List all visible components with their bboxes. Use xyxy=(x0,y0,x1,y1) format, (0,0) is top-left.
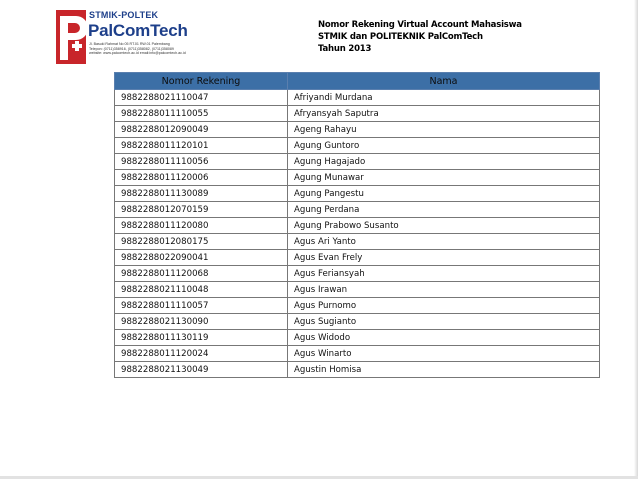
table-row xyxy=(115,330,600,346)
logo-name: PalComTech xyxy=(88,21,188,40)
table-row xyxy=(115,346,600,362)
table-row xyxy=(115,186,600,202)
account-number-cell: 9882288011120068 xyxy=(115,266,288,282)
account-number-cell: 9882288011110057 xyxy=(115,298,288,314)
table-row xyxy=(115,234,600,250)
table-row xyxy=(115,90,600,106)
table-row xyxy=(115,154,600,170)
slide-edge-shadow xyxy=(634,0,638,479)
student-name-cell: Agung Pangestu xyxy=(288,186,600,202)
header-year: Tahun 2013 xyxy=(318,44,372,54)
table-header-row xyxy=(115,73,600,90)
account-number-cell: 9882288022090041 xyxy=(115,250,288,266)
account-number-cell: 9882288021110048 xyxy=(115,282,288,298)
student-name-cell: Afryansyah Saputra xyxy=(288,106,600,122)
table-row xyxy=(115,266,600,282)
student-name-cell: Agus Purnomo xyxy=(288,298,600,314)
student-name-cell: Agung Prabowo Susanto xyxy=(288,218,600,234)
table-row xyxy=(115,218,600,234)
account-number-cell: 9882288012070159 xyxy=(115,202,288,218)
table-body xyxy=(115,90,600,378)
palcomtech-p-icon xyxy=(56,10,86,64)
student-name-cell: Agung Perdana xyxy=(288,202,600,218)
account-number-cell: 9882288011120024 xyxy=(115,346,288,362)
account-number-cell: 9882288021130049 xyxy=(115,362,288,378)
student-name-cell: Agus Feriansyah xyxy=(288,266,600,282)
student-name-cell: Ageng Rahayu xyxy=(288,122,600,138)
account-number-cell: 9882288012090049 xyxy=(115,122,288,138)
column-header-account-number: Nomor Rekening xyxy=(115,73,288,90)
account-number-cell: 9882288011120101 xyxy=(115,138,288,154)
student-name-cell: Agung Munawar xyxy=(288,170,600,186)
document-header xyxy=(318,19,522,55)
table-row xyxy=(115,362,600,378)
account-number-cell: 9882288011120080 xyxy=(115,218,288,234)
student-name-cell: Agus Irawan xyxy=(288,282,600,298)
header-title: Nomor Rekening Virtual Account Mahasiswa xyxy=(318,20,522,30)
table-row xyxy=(115,170,600,186)
header-institution: STMIK dan POLITEKNIK PalComTech xyxy=(318,32,483,42)
logo-top-text: STMIK-POLTEK xyxy=(89,10,159,20)
account-number-cell: 9882288012080175 xyxy=(115,234,288,250)
table-row xyxy=(115,138,600,154)
student-name-cell: Agus Sugianto xyxy=(288,314,600,330)
account-number-cell: 9882288011130089 xyxy=(115,186,288,202)
account-number-cell: 9882288011130119 xyxy=(115,330,288,346)
account-table xyxy=(114,72,600,378)
table-row xyxy=(115,282,600,298)
table-row xyxy=(115,250,600,266)
logo-address-line: Telepon: (0711)358916, (0711)358082, (0711)358089 xyxy=(89,46,174,51)
table-row xyxy=(115,298,600,314)
account-number-cell: 9882288011120006 xyxy=(115,170,288,186)
table-row xyxy=(115,202,600,218)
palcomtech-logo xyxy=(56,8,218,66)
student-name-cell: Afriyandi Murdana xyxy=(288,90,600,106)
student-name-cell: Agus Ari Yanto xyxy=(288,234,600,250)
account-number-cell: 9882288021130090 xyxy=(115,314,288,330)
account-number-cell: 9882288011110056 xyxy=(115,154,288,170)
table-row xyxy=(115,122,600,138)
student-name-cell: Agustin Homisa xyxy=(288,362,600,378)
account-number-cell: 9882288011110055 xyxy=(115,106,288,122)
logo-address-line: Jl. Basuki Rahmat No 05 RT.01 RW.01 Palembang xyxy=(89,42,170,46)
logo-address xyxy=(89,42,219,56)
logo-address-line: website: www.palcomtech.ac.id email:info@palcomtech.ac.id xyxy=(89,51,186,56)
student-name-cell: Agus Winarto xyxy=(288,346,600,362)
table-row xyxy=(115,106,600,122)
student-name-cell: Agus Evan Frely xyxy=(288,250,600,266)
student-name-cell: Agung Hagajado xyxy=(288,154,600,170)
account-number-cell: 9882288021110047 xyxy=(115,90,288,106)
student-name-cell: Agung Guntoro xyxy=(288,138,600,154)
student-name-cell: Agus Widodo xyxy=(288,330,600,346)
column-header-name: Nama xyxy=(288,73,600,90)
table-row xyxy=(115,314,600,330)
